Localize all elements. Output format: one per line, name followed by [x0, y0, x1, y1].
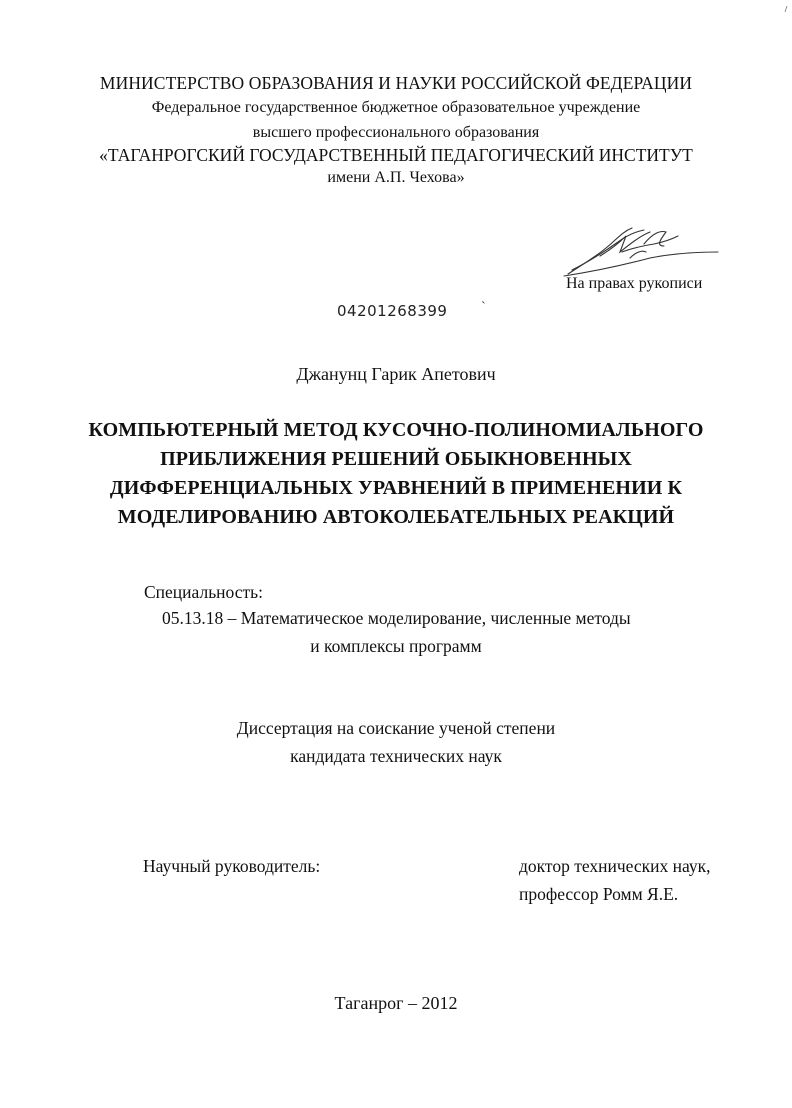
specialty-label: Специальность: [144, 582, 263, 602]
institute-name: «ТАГАНРОГСКИЙ ГОСУДАРСТВЕННЫЙ ПЕДАГОГИЧЕСКИЙ ИНСТИТУТ [99, 145, 693, 165]
institution-type: Федеральное государственное бюджетное образовательное учреждение [151, 99, 641, 116]
specialty-continuation: и комплексы программ [310, 636, 482, 656]
dissertation-title-line: ДИФФЕРЕНЦИАЛЬНЫХ УРАВНЕНИЙ В ПРИМЕНЕНИИ К [109, 477, 683, 499]
dissertation-title-line: КОМПЬЮТЕРНЫЙ МЕТОД КУСОЧНО-ПОЛИНОМИАЛЬНОГО [88, 419, 704, 441]
degree-line-1: Диссертация на соискание ученой степени [236, 718, 556, 738]
stamp-mark: ` [481, 300, 486, 315]
dissertation-title-line: МОДЕЛИРОВАНИЮ АВТОКОЛЕБАТЕЛЬНЫХ РЕАКЦИЙ [117, 506, 675, 528]
supervisor-name: профессор Ромм Я.Е. [519, 884, 679, 904]
supervisor-degree: доктор технических наук, [519, 856, 711, 876]
institute-named-after: имени А.П. Чехова» [327, 169, 465, 186]
degree-line-2: кандидата технических наук [290, 746, 502, 766]
city-year: Таганрог – 2012 [334, 993, 458, 1013]
dissertation-title-line: ПРИБЛИЖЕНИЯ РЕШЕНИЙ ОБЫКНОВЕННЫХ [160, 448, 632, 470]
education-level: высшего профессионального образования [252, 124, 540, 141]
signature-icon [560, 222, 720, 280]
supervisor-label: Научный руководитель: [143, 856, 321, 876]
author-name: Джанунц Гарик Апетович [296, 364, 496, 384]
stamp-number: 04201268399 [337, 302, 448, 320]
specialty-code-line: 05.13.18 – Математическое моделирование, численные методы [162, 608, 631, 628]
scan-mark-icon [783, 6, 789, 12]
ministry-heading: МИНИСТЕРСТВО ОБРАЗОВАНИЯ И НАУКИ РОССИЙСКОЙ ФЕДЕРАЦИИ [99, 73, 693, 93]
manuscript-note: На правах рукописи [566, 275, 703, 292]
